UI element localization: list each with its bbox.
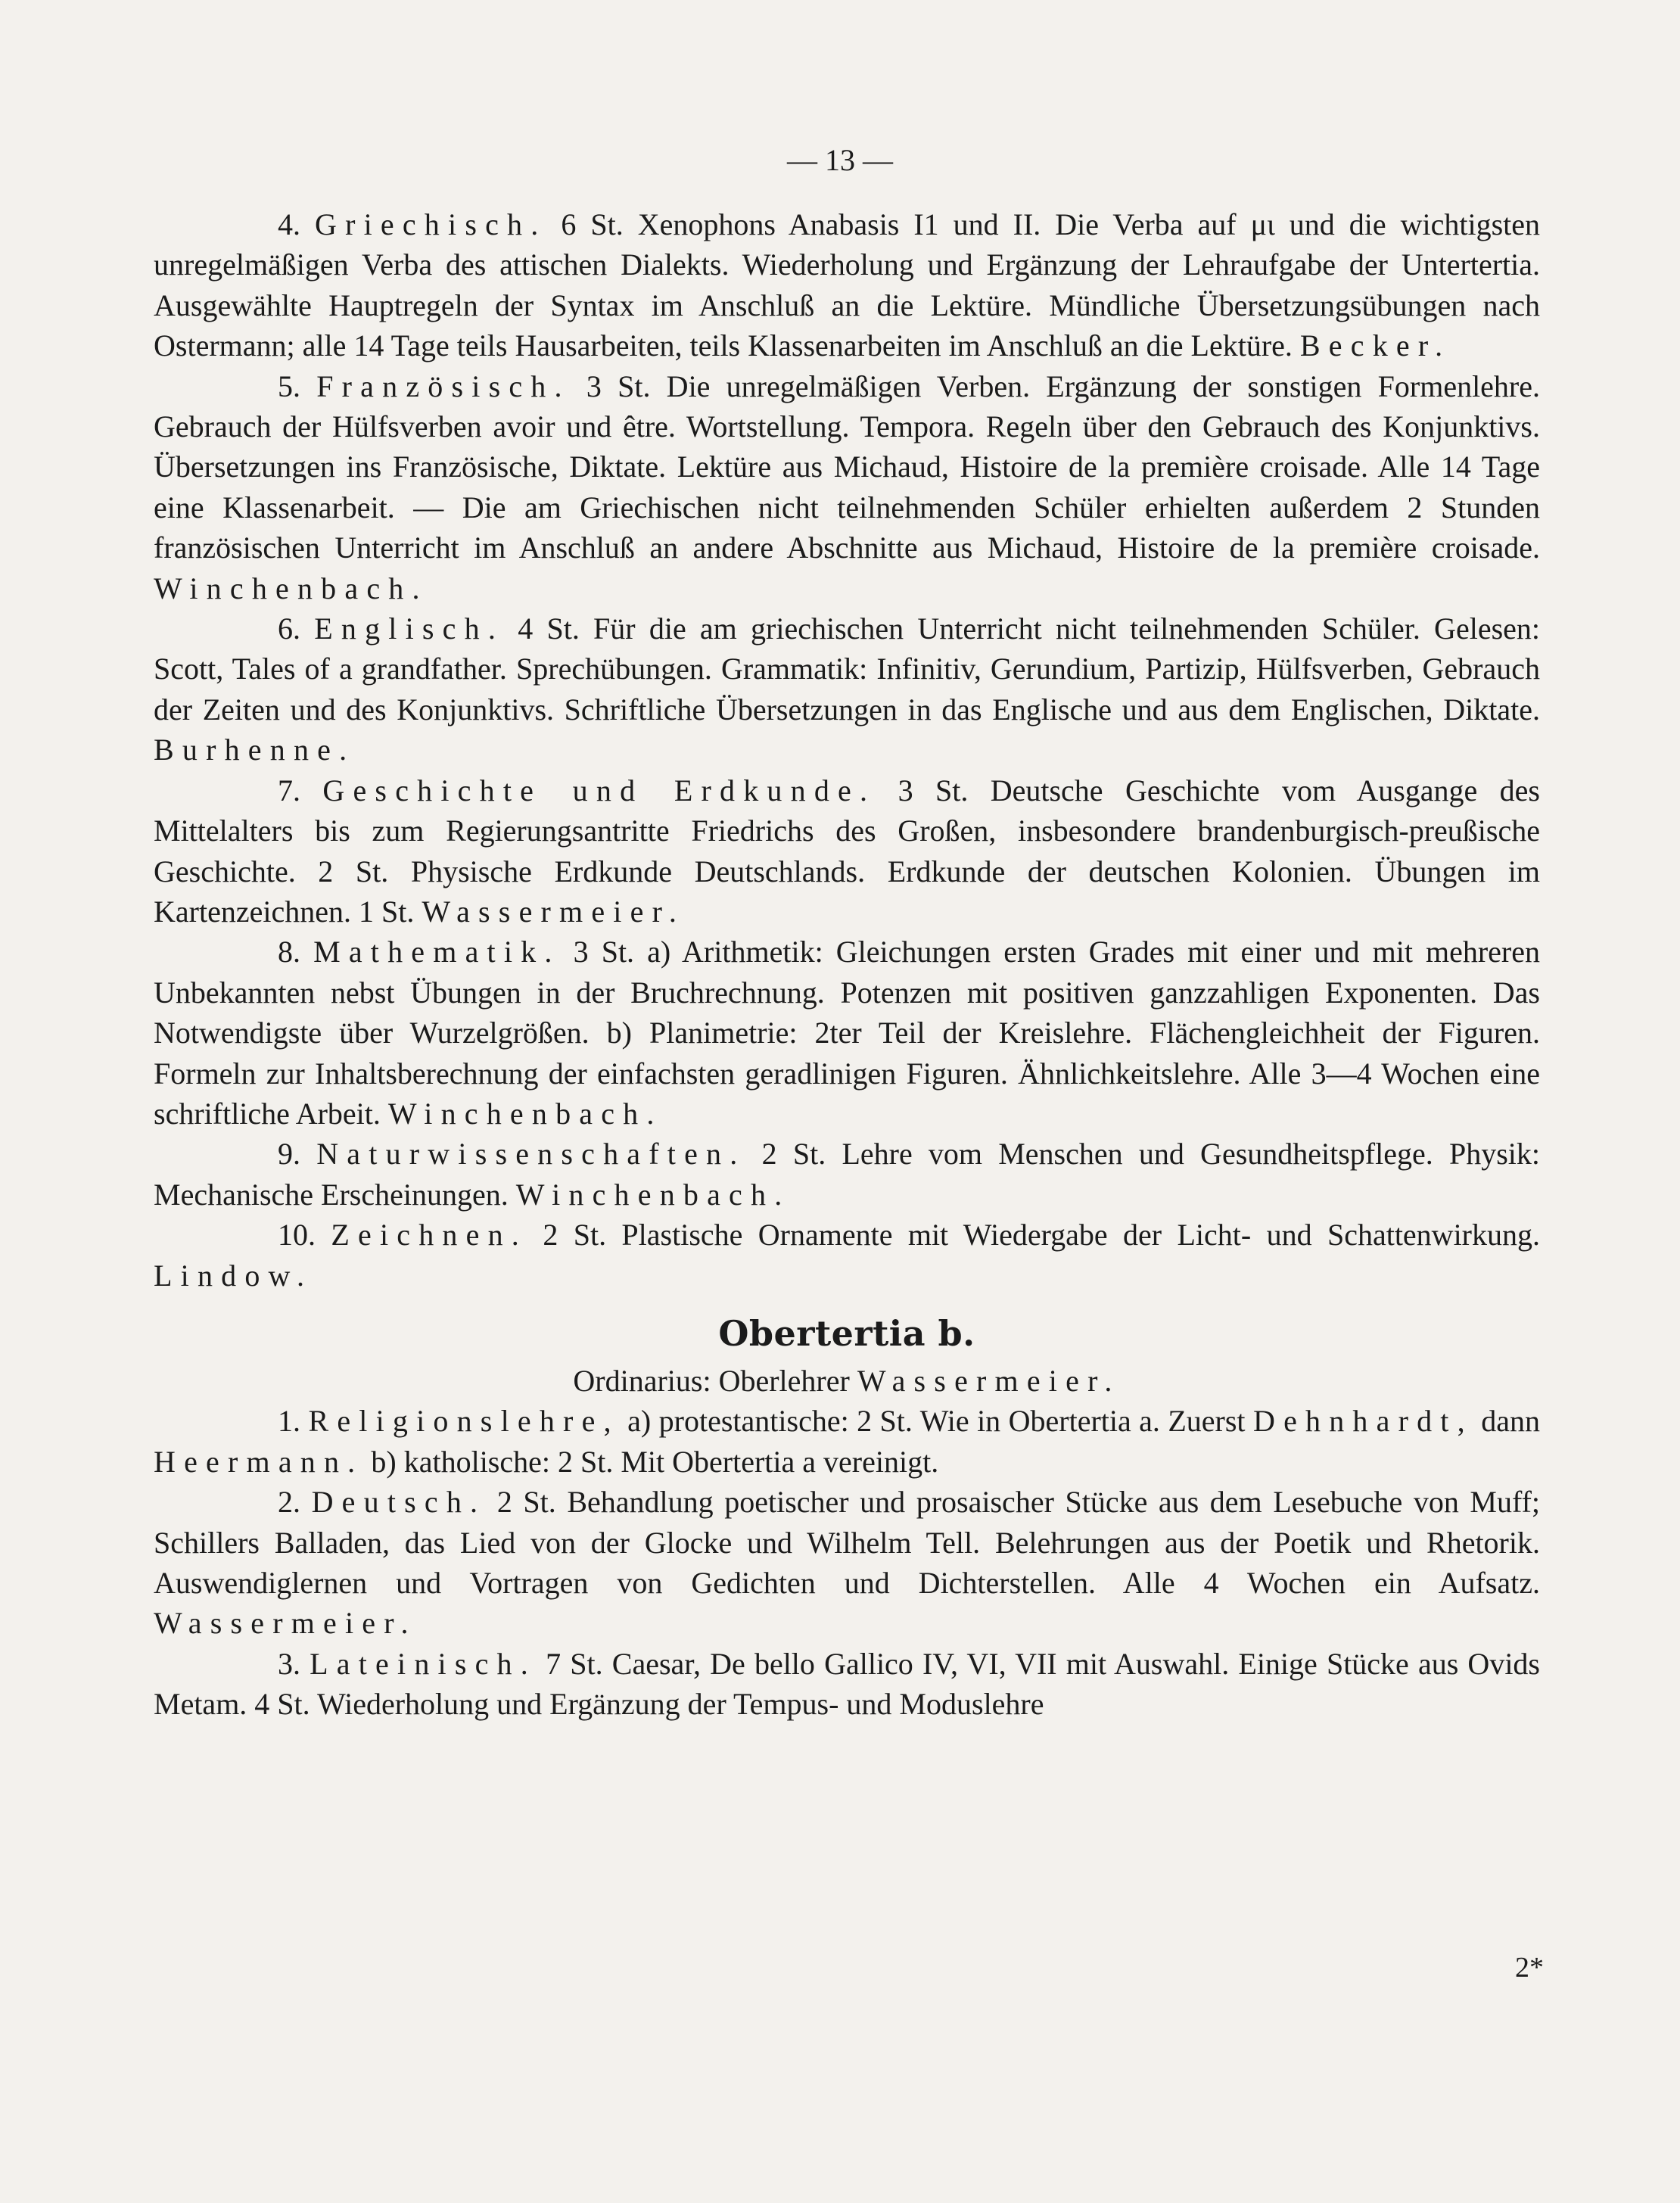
paragraph-body: a) protestantische: 2 St. Wie in Obertertia a. Zuerst xyxy=(619,1404,1253,1439)
teacher-name: Becker. xyxy=(1299,328,1451,363)
ordinarius-line xyxy=(154,1361,1540,1401)
paragraph-franzoesisch xyxy=(154,366,1540,608)
paragraph-lateinisch xyxy=(154,1644,1540,1725)
paragraph-body: 4 St. Für die am griechischen Unterricht nicht teilnehmenden Schüler. Gelesen: Scott, Tales of a grandfather. Sprechübungen. Grammatik: Infinitiv, Gerundium, Partizip, Hülfsverben, Gebrauch der Zeiten und des Konjunktivs. Schriftliche Übersetzungen in das Englische und aus dem Englischen, Diktate. xyxy=(154,611,1540,727)
teacher-name: Winchenbach. xyxy=(515,1177,791,1212)
subject-title: Deutsch. xyxy=(311,1485,487,1520)
teacher-name: Heermann. xyxy=(154,1444,364,1479)
paragraph-englisch xyxy=(154,608,1540,770)
subject-title: Französisch. xyxy=(316,369,571,403)
ordinarius-name: Wassermeier. xyxy=(857,1363,1121,1398)
paragraph-religionslehre xyxy=(154,1401,1540,1482)
body-text xyxy=(154,204,1540,1725)
paragraph-deutsch xyxy=(154,1482,1540,1644)
item-number: 5. xyxy=(278,369,300,403)
paragraph-body: 2 St. Lehre vom Menschen und Gesundheitspflege. Physik: Mechanische Erscheinungen. xyxy=(154,1137,1540,1212)
paragraph-body: 3 St. a) Arithmetik: Gleichungen ersten Grades mit einer und mit mehreren Unbekannten nebst Übungen in der Bruchrechnung. Potenzen mit positiven ganzzahligen Exponenten. Das Notwendigste über Wurzelgrößen. b) Planimetrie: 2ter Teil der Kreislehre. Flächengleichheit der Figuren. Formeln zur Inhaltsberechnung der einfachsten geradlinigen Figuren. Ähnlichkeitslehre. Alle 3—4 Wochen eine schriftliche Arbeit. xyxy=(154,935,1541,1131)
paragraph-body: 2 St. Behandlung poetischer und prosaischer Stücke aus dem Lesebuche von Muff; Schillers Balladen, das Lied von der Glocke und Wilhelm Tell. Belehrungen aus der Poetik und Rhetorik. Auswendiglernen und Vortragen von Gedichten und Dichterstellen. Alle 4 Wochen ein Aufsatz. xyxy=(154,1485,1540,1600)
paragraph-mathematik xyxy=(154,932,1540,1134)
subject-title: Zeichnen. xyxy=(331,1218,527,1252)
teacher-name: Winchenbach. xyxy=(154,571,428,605)
item-number: 4. xyxy=(278,207,300,241)
subject-title: Mathematik. xyxy=(313,935,561,969)
paragraph-body: 3 St. Die unregelmäßigen Verben. Ergänzung der sonstigen Formenlehre. Gebrauch der Hülfsverben avoir und être. Wortstellung. Tempora. Regeln über den Gebrauch des Konjunktivs. Übersetzungen ins Französische, Diktate. Lektüre aus Michaud, Histoire de la première croisade. Alle 14 Tage eine Klassenarbeit. — Die am Griechischen nicht teilnehmenden Schüler erhielten außerdem 2 Stunden französischen Unterricht im Anschluß an andere Abschnitte aus Michaud, Histoire de la première croisade. xyxy=(154,369,1541,565)
ordinarius-label: Ordinarius: Oberlehrer xyxy=(573,1363,857,1398)
teacher-name: Wassermeier. xyxy=(422,894,686,929)
subject-title: Lateinisch. xyxy=(310,1646,537,1681)
paragraph-body: 2 St. Plastische Ornamente mit Wiedergabe der Licht- und Schattenwirkung. xyxy=(527,1218,1541,1252)
paragraph-naturwissenschaften xyxy=(154,1134,1540,1215)
paragraph-body: 6 St. Xenophons Anabasis I1 und II. Die Verba auf μι und die wichtigsten unregelmäßigen Verba des attischen Dialekts. Wiederholung und Ergänzung der Lehraufgabe der Untertertia. Ausgewählte Hauptregeln der Syntax im Anschluß an die Lektüre. Mündliche Übersetzungsübungen nach Ostermann; alle 14 Tage teils Hausarbeiten, teils Klassenarbeiten im Anschluß an die Lektüre. xyxy=(154,207,1540,363)
item-number: 8. xyxy=(278,935,300,969)
paragraph-body: 7 St. Caesar, De bello Gallico IV, VI, VII mit Auswahl. Einige Stücke aus Ovids Metam. 4 St. Wiederholung und Ergänzung der Tempus- und Moduslehre xyxy=(154,1646,1540,1722)
page-number: — 13 — xyxy=(787,143,893,177)
paragraph-griechisch xyxy=(154,204,1540,366)
item-number: 9. xyxy=(278,1137,300,1172)
teacher-name: Wassermeier. xyxy=(154,1606,417,1641)
item-number: 6. xyxy=(278,611,300,646)
teacher-name: Dehnhardt, xyxy=(1252,1404,1473,1439)
item-number: 7. xyxy=(278,773,300,807)
section-heading: Obertertia b. xyxy=(718,1312,975,1354)
paragraph-body: 3 St. Deutsche Geschichte vom Ausgange des Mittelalters bis zum Regierungsantritte Friedrichs des Großen, insbesondere brandenburgisch-preußische Geschichte. 2 St. Physische Erdkunde Deutschlands. Erdkunde der deutschen Kolonien. Übungen im Kartenzeichnen. 1 St. xyxy=(154,773,1540,929)
paragraph-geschichte xyxy=(154,770,1540,932)
teacher-name: Winchenbach. xyxy=(387,1096,663,1131)
subject-title: Englisch. xyxy=(314,611,505,646)
teacher-name: Burhenne. xyxy=(154,733,356,767)
item-number: 2. xyxy=(278,1485,300,1520)
paragraph-body: b) katholische: 2 St. Mit Obertertia a vereinigt. xyxy=(363,1444,939,1479)
item-number: 1. xyxy=(278,1404,300,1439)
item-number: 10. xyxy=(278,1218,316,1252)
paragraph-body: dann xyxy=(1473,1404,1540,1439)
teacher-name: Lindow. xyxy=(154,1258,313,1293)
subject-title: Griechisch. xyxy=(314,207,547,241)
subject-title: Naturwissenschaften. xyxy=(316,1137,746,1172)
subject-title: Geschichte und Erdkunde. xyxy=(322,773,876,807)
subject-title: Religionslehre, xyxy=(308,1404,620,1439)
signature-mark: 2* xyxy=(1515,1952,1544,1984)
paragraph-zeichnen xyxy=(154,1215,1540,1296)
item-number: 3. xyxy=(278,1646,300,1681)
